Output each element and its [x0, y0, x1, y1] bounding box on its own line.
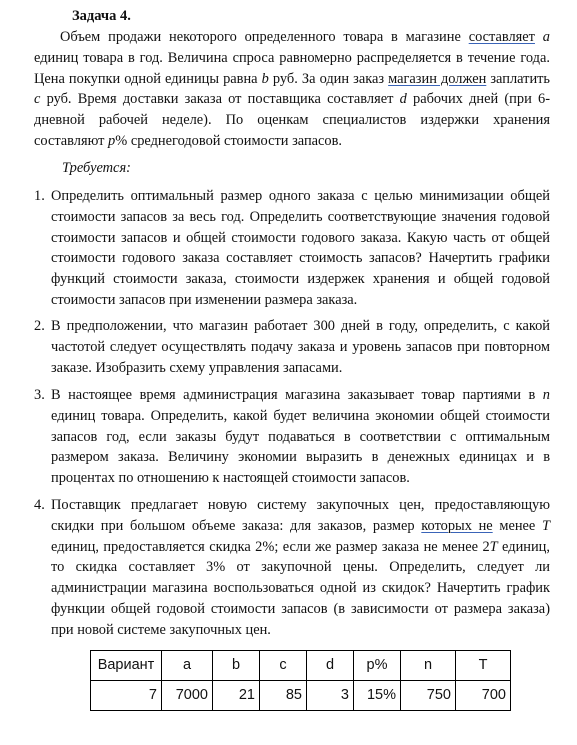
item-text: В настоящее время администрация магазина заказывает товар партиями в n единиц товара. Определить, какой будет величина экономии общей стоимости запасов год, если заказы будут подаваться в соответствии с оптимальным размером заказа. Величину экономии выразить в денежных единицах и в процентах по отношению к настоящей стоимости запасов.	[51, 387, 550, 487]
task-intro-paragraph: Объем продажи некоторого определенного товара в магазине составляет a единиц товара в год. Величина спроса равномерно распределяется в течение года. Цена покупки одной единицы равна b руб. За один заказ магазин должен заплатить c руб. Время доставки заказа от поставщика составляет d рабочих дней (при 6-дневной рабочей неделе). По оценкам специалистов издержки хранения составляют p% среднегодовой стоимости запасов.	[34, 29, 550, 149]
item-number: 1.	[34, 188, 45, 204]
list-item	[34, 385, 550, 489]
table-header-row	[91, 651, 511, 681]
list-item	[34, 186, 550, 311]
item-text: Определить оптимальный размер одного заказа с целью минимизации общей стоимости запасов за весь год. Определить соответствующие значения годовой стоимости запасов и общей стоимости годового заказа. Какую часть от общей стоимости годового заказа составляет стоимость запасов? Начертить графики функций стоимости заказа, стоимости издержек хранения и общей годовой стоимости запасов при изменении размера заказа.	[51, 188, 550, 308]
table-cell: 700	[456, 681, 511, 711]
header-cell: c	[260, 651, 307, 681]
task-title: Задача 4.	[72, 8, 131, 24]
list-item	[34, 495, 550, 641]
table-cell: 750	[401, 681, 456, 711]
table-cell: 3	[307, 681, 354, 711]
underlined-phrase: магазин должен	[388, 70, 487, 87]
item-number: 3.	[34, 387, 45, 403]
list-item	[34, 316, 550, 378]
header-cell: n	[401, 651, 456, 681]
item-text: В предположении, что магазин работает 300 дней в году, определить, с какой частотой следует осуществлять подачу заказа и уровень запасов при повторном заказе. Изобразить схему управления запасами.	[51, 318, 550, 376]
underlined-phrase: которых не	[421, 517, 493, 534]
item-number: 2.	[34, 318, 45, 334]
underlined-word: составляет	[468, 29, 535, 45]
table-cell: 7	[91, 681, 162, 711]
header-cell: T	[456, 651, 511, 681]
table-cell: 85	[260, 681, 307, 711]
header-cell: a	[162, 651, 213, 681]
item-text: Поставщик предлагает новую систему закупочных цен, предоставляющую скидки при большом объеме заказа: для заказов, размер которых не менее T единиц, предоставляется скидка 2%; если же размер заказа не менее 2T единиц, то скидка составляет 3% от закупочной цены. Определить, следует ли администрации магазина воспользоваться одной из скидок? Начертить график функции общей годовой стоимости запасов (в зависимости от размера заказа) при новой системе закупочных цен.	[51, 497, 551, 638]
table-row	[91, 681, 511, 711]
header-cell: Вариант	[91, 651, 162, 681]
table-cell: 7000	[162, 681, 213, 711]
variant-table	[90, 650, 511, 711]
required-label: Требуется:	[62, 160, 131, 176]
header-cell: b	[213, 651, 260, 681]
header-cell: p%	[354, 651, 401, 681]
table-cell: 21	[213, 681, 260, 711]
header-cell: d	[307, 651, 354, 681]
item-number: 4.	[34, 497, 45, 513]
table-cell: 15%	[354, 681, 401, 711]
